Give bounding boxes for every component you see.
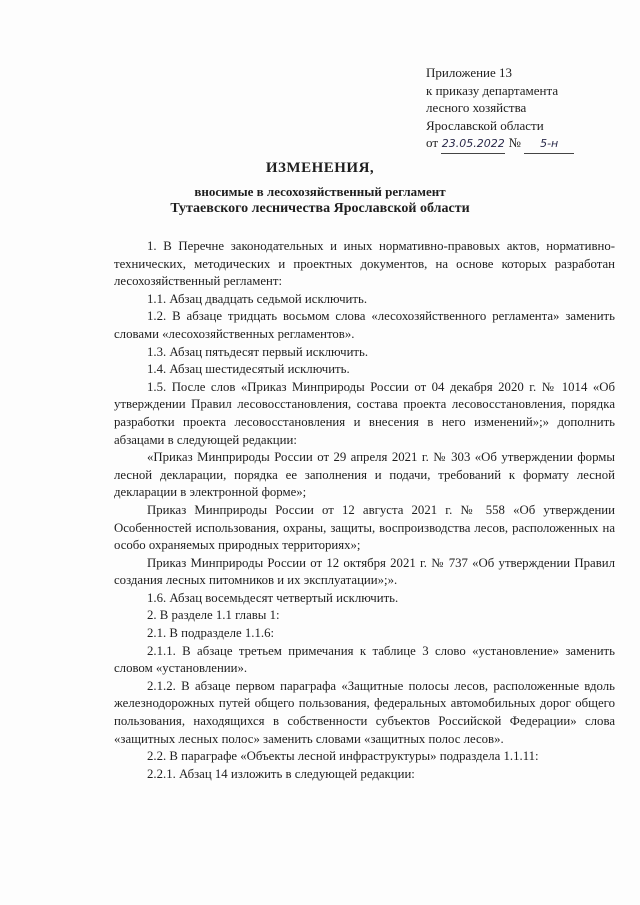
paragraph-order-737: Приказ Минприроды России от 12 октября 2021 г. № 737 «Об утверждении Правил создания лесных питомников и их эксплуатации»;». — [114, 555, 615, 588]
paragraph-order-303: «Приказ Минприроды России от 29 апреля 2021 г. № 303 «Об утверждении формы лесной декларации, порядка ее заполнения и подачи, требований к формату лесной декларации в электронной форме»; — [114, 450, 615, 500]
paragraph-order-558: Приказ Минприроды России от 12 августа 2021 г. № 558 «Об утверждении Особенностей использования, охраны, защиты, воспроизводства лесов, расположенных на особо охраняемых природных территориях»; — [114, 502, 615, 553]
appendix-date-line — [426, 134, 626, 154]
paragraph-1-5: 1.5. После слов «Приказ Минприроды России от 04 декабря 2020 г. № 1014 «Об утверждении Правил лесовосстановления, состава проекта лесовосстановления, порядка разработки проекта лесовосстановления и внесения в него изменений»;» дополнить абзацами в следующей редакции: — [114, 379, 615, 447]
paragraph-1: 1. В Перечне законодательных и иных нормативно-правовых актов, нормативно-технических, методических и проектных документов, на основе которых разработан лесохозяйственный регламент: — [114, 239, 615, 289]
number-prefix: № — [508, 135, 521, 150]
paragraph-2-1: 2.1. В подразделе 1.1.6: — [147, 626, 275, 641]
paragraph-2-2: 2.2. В параграфе «Объекты лесной инфраструктуры» подраздела 1.1.11: — [147, 749, 539, 764]
date-prefix: от — [426, 135, 439, 150]
paragraph-2-1-2: 2.1.2. В абзаце первом параграфа «Защитные полосы лесов, расположенные вдоль железнодорожных путей общего пользования, федеральных автомобильных дорог общего пользования, находящихся в собственности субъектов Российской Федерации» слова «защитных лесных полос» заменить словами «защитных полос лесов». — [114, 678, 615, 746]
paragraph-1-6: 1.6. Абзац восемьдесят четвертый исключить. — [147, 590, 399, 605]
paragraph-1-2: 1.2. В абзаце тридцать восьмом слова «лесохозяйственного регламента» заменить словами «лесохозяйственных регламентов». — [114, 309, 615, 341]
appendix-line-2: к приказу департамента — [426, 82, 559, 98]
document-subtitle-2: Тутаевского лесничества Ярославской области — [170, 201, 470, 216]
paragraph-1-3: 1.3. Абзац пятьдесят первый исключить. — [147, 344, 369, 359]
appendix-line-4: Ярославской области — [426, 117, 544, 133]
handwritten-date: 23.05.2022 — [441, 135, 505, 154]
document-subtitle-1: вносимые в лесохозяйственный регламент — [194, 184, 446, 199]
paragraph-2: 2. В разделе 1.1 главы 1: — [147, 608, 280, 623]
paragraph-2-1-1: 2.1.1. В абзаце третьем примечания к таблице 3 слово «установление» заменить словом «установлении». — [114, 643, 615, 676]
paragraph-2-2-1: 2.2.1. Абзац 14 изложить в следующей редакции: — [147, 766, 415, 781]
appendix-header — [426, 64, 626, 154]
document-title: ИЗМЕНЕНИЯ, — [265, 160, 375, 176]
handwritten-number: 5-н — [524, 135, 574, 154]
appendix-line-3: лесного хозяйства — [426, 100, 527, 115]
document-body — [114, 238, 615, 783]
appendix-line-1: Приложение 13 — [426, 65, 513, 80]
paragraph-1-1: 1.1. Абзац двадцать седьмой исключить. — [147, 291, 368, 306]
paragraph-1-4: 1.4. Абзац шестидесятый исключить. — [147, 362, 350, 377]
